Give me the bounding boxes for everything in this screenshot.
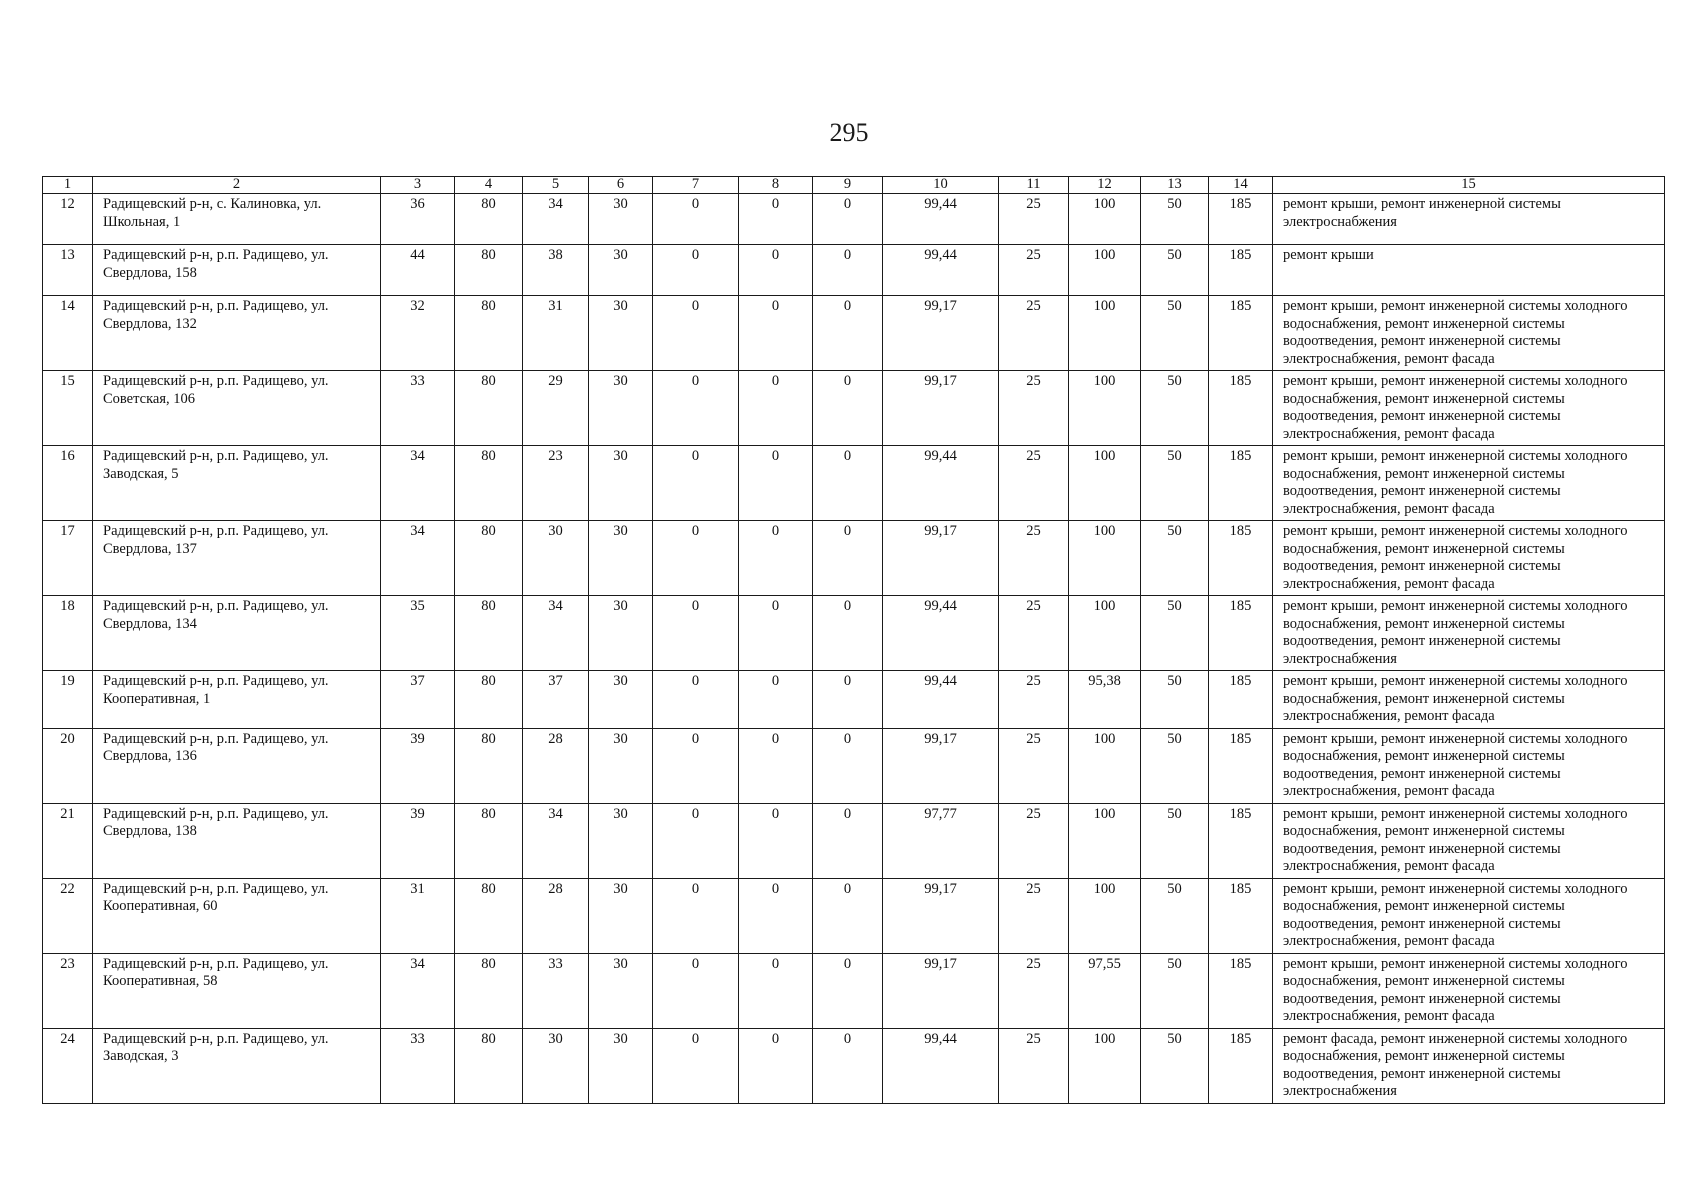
value-cell: 0 <box>653 878 739 953</box>
value-cell: 185 <box>1209 728 1273 803</box>
table-row <box>43 803 1665 878</box>
value-cell: 80 <box>455 1028 523 1103</box>
value-cell: 50 <box>1141 446 1209 521</box>
value-cell: 0 <box>653 296 739 371</box>
value-cell: 30 <box>589 296 653 371</box>
address-cell: Радищевский р-н, р.п. Радищево, ул. Свердлова, 134 <box>93 596 381 671</box>
value-cell: 185 <box>1209 446 1273 521</box>
value-cell: 50 <box>1141 596 1209 671</box>
value-cell: 0 <box>739 878 813 953</box>
value-cell: 39 <box>381 728 455 803</box>
value-cell: 185 <box>1209 803 1273 878</box>
address-cell: Радищевский р-н, р.п. Радищево, ул. Кооперативная, 1 <box>93 671 381 729</box>
column-header: 13 <box>1141 177 1209 194</box>
row-number: 17 <box>43 521 93 596</box>
table-row <box>43 446 1665 521</box>
row-number: 22 <box>43 878 93 953</box>
works-cell: ремонт крыши, ремонт инженерной системы холодного водоснабжения, ремонт инженерной системы водоотведения, ремонт инженерной системы электроснабжения, ремонт фасада <box>1273 371 1665 446</box>
row-number: 21 <box>43 803 93 878</box>
row-number: 14 <box>43 296 93 371</box>
value-cell: 0 <box>739 194 813 245</box>
value-cell: 80 <box>455 728 523 803</box>
value-cell: 80 <box>455 194 523 245</box>
value-cell: 29 <box>523 371 589 446</box>
column-header: 15 <box>1273 177 1665 194</box>
works-cell: ремонт крыши, ремонт инженерной системы холодного водоснабжения, ремонт инженерной системы водоотведения, ремонт инженерной системы электроснабжения, ремонт фасада <box>1273 728 1665 803</box>
table-row <box>43 953 1665 1028</box>
value-cell: 99,44 <box>883 446 999 521</box>
value-cell: 50 <box>1141 521 1209 596</box>
value-cell: 0 <box>739 728 813 803</box>
value-cell: 185 <box>1209 878 1273 953</box>
works-cell: ремонт крыши, ремонт инженерной системы холодного водоснабжения, ремонт инженерной системы водоотведения, ремонт инженерной системы электроснабжения, ремонт фасада <box>1273 803 1665 878</box>
table-row <box>43 296 1665 371</box>
value-cell: 50 <box>1141 371 1209 446</box>
value-cell: 0 <box>653 521 739 596</box>
value-cell: 99,17 <box>883 953 999 1028</box>
value-cell: 31 <box>381 878 455 953</box>
value-cell: 0 <box>813 728 883 803</box>
value-cell: 0 <box>653 446 739 521</box>
value-cell: 0 <box>813 521 883 596</box>
works-cell: ремонт крыши, ремонт инженерной системы холодного водоснабжения, ремонт инженерной системы электроснабжения, ремонт фасада <box>1273 671 1665 729</box>
value-cell: 99,17 <box>883 521 999 596</box>
value-cell: 80 <box>455 296 523 371</box>
table-row <box>43 194 1665 245</box>
value-cell: 80 <box>455 803 523 878</box>
header-row <box>43 177 1665 194</box>
value-cell: 34 <box>523 194 589 245</box>
address-cell: Радищевский р-н, с. Калиновка, ул. Школьная, 1 <box>93 194 381 245</box>
value-cell: 100 <box>1069 728 1141 803</box>
value-cell: 50 <box>1141 194 1209 245</box>
table-row <box>43 728 1665 803</box>
value-cell: 185 <box>1209 194 1273 245</box>
value-cell: 185 <box>1209 296 1273 371</box>
value-cell: 0 <box>653 371 739 446</box>
works-cell: ремонт фасада, ремонт инженерной системы холодного водоснабжения, ремонт инженерной системы водоотведения, ремонт инженерной системы электроснабжения <box>1273 1028 1665 1103</box>
value-cell: 25 <box>999 803 1069 878</box>
value-cell: 36 <box>381 194 455 245</box>
value-cell: 100 <box>1069 596 1141 671</box>
value-cell: 80 <box>455 671 523 729</box>
value-cell: 0 <box>739 1028 813 1103</box>
row-number: 15 <box>43 371 93 446</box>
value-cell: 0 <box>653 803 739 878</box>
value-cell: 100 <box>1069 803 1141 878</box>
row-number: 19 <box>43 671 93 729</box>
column-header: 12 <box>1069 177 1141 194</box>
value-cell: 185 <box>1209 521 1273 596</box>
value-cell: 99,17 <box>883 296 999 371</box>
value-cell: 30 <box>589 245 653 296</box>
value-cell: 35 <box>381 596 455 671</box>
value-cell: 99,44 <box>883 671 999 729</box>
value-cell: 97,77 <box>883 803 999 878</box>
address-cell: Радищевский р-н, р.п. Радищево, ул. Советская, 106 <box>93 371 381 446</box>
works-cell: ремонт крыши, ремонт инженерной системы холодного водоснабжения, ремонт инженерной системы водоотведения, ремонт инженерной системы электроснабжения, ремонт фасада <box>1273 953 1665 1028</box>
row-number: 18 <box>43 596 93 671</box>
value-cell: 34 <box>381 953 455 1028</box>
value-cell: 80 <box>455 596 523 671</box>
value-cell: 30 <box>589 371 653 446</box>
works-cell: ремонт крыши, ремонт инженерной системы холодного водоснабжения, ремонт инженерной системы водоотведения, ремонт инженерной системы электроснабжения <box>1273 596 1665 671</box>
value-cell: 31 <box>523 296 589 371</box>
value-cell: 34 <box>523 596 589 671</box>
value-cell: 0 <box>739 521 813 596</box>
works-cell: ремонт крыши, ремонт инженерной системы электроснабжения <box>1273 194 1665 245</box>
table-row <box>43 371 1665 446</box>
table-row <box>43 245 1665 296</box>
value-cell: 99,17 <box>883 878 999 953</box>
address-cell: Радищевский р-н, р.п. Радищево, ул. Свердлова, 138 <box>93 803 381 878</box>
value-cell: 39 <box>381 803 455 878</box>
value-cell: 30 <box>589 194 653 245</box>
value-cell: 50 <box>1141 728 1209 803</box>
row-number: 23 <box>43 953 93 1028</box>
value-cell: 0 <box>653 728 739 803</box>
row-number: 16 <box>43 446 93 521</box>
value-cell: 0 <box>653 245 739 296</box>
table-row <box>43 878 1665 953</box>
value-cell: 0 <box>739 671 813 729</box>
works-cell: ремонт крыши, ремонт инженерной системы холодного водоснабжения, ремонт инженерной системы водоотведения, ремонт инженерной системы электроснабжения, ремонт фасада <box>1273 446 1665 521</box>
column-header: 4 <box>455 177 523 194</box>
works-cell: ремонт крыши, ремонт инженерной системы холодного водоснабжения, ремонт инженерной системы водоотведения, ремонт инженерной системы электроснабжения, ремонт фасада <box>1273 296 1665 371</box>
address-cell: Радищевский р-н, р.п. Радищево, ул. Свердлова, 158 <box>93 245 381 296</box>
value-cell: 0 <box>653 671 739 729</box>
value-cell: 0 <box>813 671 883 729</box>
table-row <box>43 1028 1665 1103</box>
value-cell: 25 <box>999 245 1069 296</box>
value-cell: 25 <box>999 953 1069 1028</box>
address-cell: Радищевский р-н, р.п. Радищево, ул. Свердлова, 137 <box>93 521 381 596</box>
value-cell: 80 <box>455 245 523 296</box>
value-cell: 34 <box>381 521 455 596</box>
value-cell: 97,55 <box>1069 953 1141 1028</box>
column-header: 6 <box>589 177 653 194</box>
value-cell: 28 <box>523 878 589 953</box>
row-number: 13 <box>43 245 93 296</box>
value-cell: 99,44 <box>883 194 999 245</box>
value-cell: 50 <box>1141 1028 1209 1103</box>
value-cell: 185 <box>1209 671 1273 729</box>
value-cell: 100 <box>1069 194 1141 245</box>
value-cell: 99,44 <box>883 1028 999 1103</box>
value-cell: 25 <box>999 671 1069 729</box>
value-cell: 100 <box>1069 296 1141 371</box>
value-cell: 0 <box>813 953 883 1028</box>
table-body <box>43 194 1665 1104</box>
value-cell: 34 <box>523 803 589 878</box>
value-cell: 80 <box>455 521 523 596</box>
value-cell: 30 <box>523 1028 589 1103</box>
column-header: 3 <box>381 177 455 194</box>
works-cell: ремонт крыши <box>1273 245 1665 296</box>
value-cell: 25 <box>999 521 1069 596</box>
column-header: 7 <box>653 177 739 194</box>
value-cell: 0 <box>739 296 813 371</box>
value-cell: 99,44 <box>883 596 999 671</box>
value-cell: 0 <box>739 953 813 1028</box>
value-cell: 30 <box>589 596 653 671</box>
value-cell: 100 <box>1069 878 1141 953</box>
address-cell: Радищевский р-н, р.п. Радищево, ул. Заводская, 5 <box>93 446 381 521</box>
column-header: 9 <box>813 177 883 194</box>
value-cell: 30 <box>589 671 653 729</box>
row-number: 20 <box>43 728 93 803</box>
works-cell: ремонт крыши, ремонт инженерной системы холодного водоснабжения, ремонт инженерной системы водоотведения, ремонт инженерной системы электроснабжения, ремонт фасада <box>1273 878 1665 953</box>
value-cell: 25 <box>999 446 1069 521</box>
value-cell: 37 <box>523 671 589 729</box>
column-header: 11 <box>999 177 1069 194</box>
value-cell: 30 <box>589 728 653 803</box>
value-cell: 33 <box>523 953 589 1028</box>
value-cell: 33 <box>381 1028 455 1103</box>
page-number: 295 <box>829 118 869 147</box>
value-cell: 30 <box>589 878 653 953</box>
value-cell: 0 <box>739 245 813 296</box>
value-cell: 50 <box>1141 296 1209 371</box>
column-header: 1 <box>43 177 93 194</box>
address-cell: Радищевский р-н, р.п. Радищево, ул. Свердлова, 132 <box>93 296 381 371</box>
value-cell: 25 <box>999 1028 1069 1103</box>
value-cell: 23 <box>523 446 589 521</box>
value-cell: 37 <box>381 671 455 729</box>
value-cell: 80 <box>455 878 523 953</box>
value-cell: 0 <box>739 446 813 521</box>
address-cell: Радищевский р-н, р.п. Радищево, ул. Кооперативная, 60 <box>93 878 381 953</box>
value-cell: 100 <box>1069 245 1141 296</box>
value-cell: 25 <box>999 728 1069 803</box>
value-cell: 34 <box>381 446 455 521</box>
value-cell: 30 <box>523 521 589 596</box>
register-table <box>42 176 1665 1104</box>
value-cell: 0 <box>653 953 739 1028</box>
value-cell: 25 <box>999 878 1069 953</box>
value-cell: 0 <box>813 446 883 521</box>
value-cell: 0 <box>813 803 883 878</box>
column-header: 2 <box>93 177 381 194</box>
address-cell: Радищевский р-н, р.п. Радищево, ул. Заводская, 3 <box>93 1028 381 1103</box>
value-cell: 30 <box>589 521 653 596</box>
value-cell: 99,17 <box>883 728 999 803</box>
value-cell: 50 <box>1141 878 1209 953</box>
value-cell: 32 <box>381 296 455 371</box>
value-cell: 80 <box>455 953 523 1028</box>
value-cell: 80 <box>455 371 523 446</box>
value-cell: 0 <box>813 194 883 245</box>
value-cell: 25 <box>999 194 1069 245</box>
value-cell: 0 <box>653 1028 739 1103</box>
value-cell: 30 <box>589 1028 653 1103</box>
value-cell: 44 <box>381 245 455 296</box>
column-header: 10 <box>883 177 999 194</box>
value-cell: 99,44 <box>883 245 999 296</box>
value-cell: 185 <box>1209 371 1273 446</box>
value-cell: 95,38 <box>1069 671 1141 729</box>
value-cell: 99,17 <box>883 371 999 446</box>
works-cell: ремонт крыши, ремонт инженерной системы холодного водоснабжения, ремонт инженерной системы водоотведения, ремонт инженерной системы электроснабжения, ремонт фасада <box>1273 521 1665 596</box>
value-cell: 100 <box>1069 371 1141 446</box>
value-cell: 0 <box>813 245 883 296</box>
value-cell: 50 <box>1141 803 1209 878</box>
address-cell: Радищевский р-н, р.п. Радищево, ул. Свердлова, 136 <box>93 728 381 803</box>
row-number: 12 <box>43 194 93 245</box>
value-cell: 185 <box>1209 1028 1273 1103</box>
value-cell: 100 <box>1069 1028 1141 1103</box>
value-cell: 0 <box>739 596 813 671</box>
value-cell: 0 <box>739 803 813 878</box>
value-cell: 50 <box>1141 671 1209 729</box>
value-cell: 100 <box>1069 446 1141 521</box>
value-cell: 185 <box>1209 596 1273 671</box>
value-cell: 50 <box>1141 953 1209 1028</box>
value-cell: 0 <box>653 194 739 245</box>
column-header: 14 <box>1209 177 1273 194</box>
value-cell: 0 <box>813 878 883 953</box>
column-header: 5 <box>523 177 589 194</box>
value-cell: 100 <box>1069 521 1141 596</box>
value-cell: 80 <box>455 446 523 521</box>
value-cell: 25 <box>999 296 1069 371</box>
column-header: 8 <box>739 177 813 194</box>
table-row <box>43 671 1665 729</box>
value-cell: 185 <box>1209 245 1273 296</box>
value-cell: 0 <box>813 296 883 371</box>
value-cell: 0 <box>813 596 883 671</box>
value-cell: 25 <box>999 371 1069 446</box>
value-cell: 50 <box>1141 245 1209 296</box>
value-cell: 30 <box>589 803 653 878</box>
value-cell: 33 <box>381 371 455 446</box>
value-cell: 30 <box>589 446 653 521</box>
table-row <box>43 521 1665 596</box>
table-row <box>43 596 1665 671</box>
address-cell: Радищевский р-н, р.п. Радищево, ул. Кооперативная, 58 <box>93 953 381 1028</box>
value-cell: 185 <box>1209 953 1273 1028</box>
value-cell: 25 <box>999 596 1069 671</box>
value-cell: 38 <box>523 245 589 296</box>
value-cell: 0 <box>653 596 739 671</box>
row-number: 24 <box>43 1028 93 1103</box>
value-cell: 0 <box>813 371 883 446</box>
value-cell: 30 <box>589 953 653 1028</box>
value-cell: 0 <box>739 371 813 446</box>
value-cell: 28 <box>523 728 589 803</box>
value-cell: 0 <box>813 1028 883 1103</box>
